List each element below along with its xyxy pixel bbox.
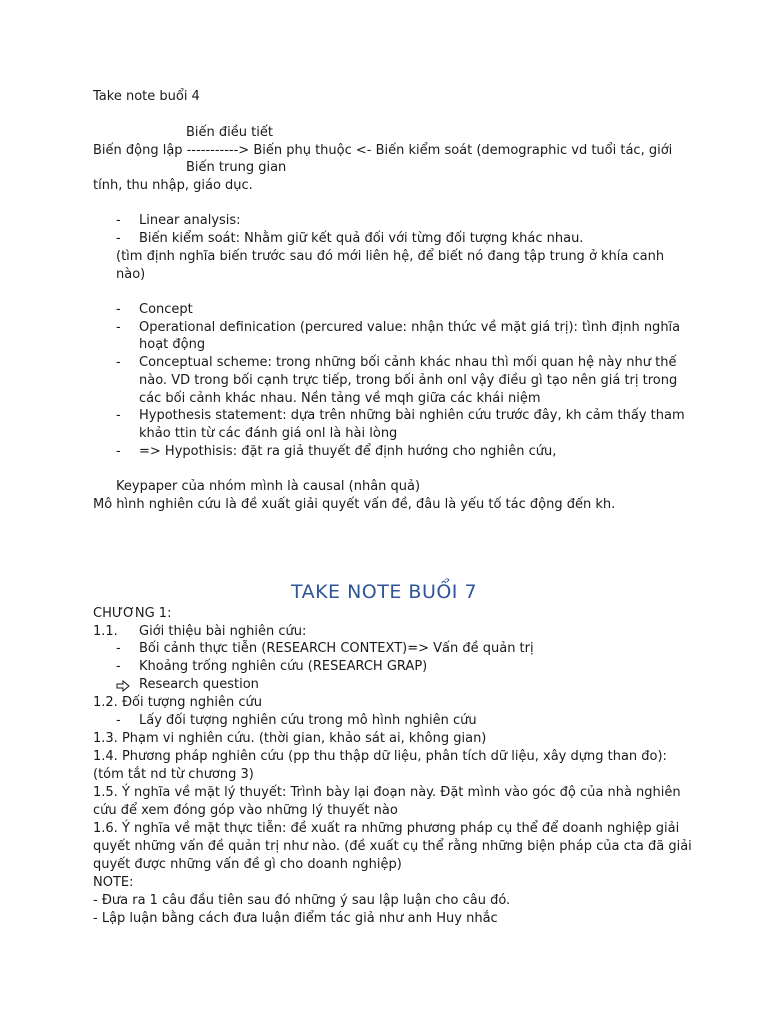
note-item: - Đưa ra 1 câu đầu tiên sau đó những ý sau lập luận cho câu đó.	[93, 893, 511, 908]
bullet-dash: -	[116, 444, 121, 459]
list-item: Linear analysis:	[139, 213, 241, 228]
list-item-cont: khảo ttin từ các đánh giá onl là hài lòng	[139, 426, 398, 441]
item-1-4: 1.4. Phương pháp nghiên cứu (pp thu thập dữ liệu, phân tích dữ liệu, xây dựng than đo):	[93, 749, 667, 764]
keypaper-line: Keypaper của nhóm mình là causal (nhân quả)	[116, 479, 421, 494]
arrow-right-icon	[116, 680, 130, 692]
bullet-dash: -	[116, 355, 121, 370]
item-1-3: 1.3. Phạm vi nghiên cứu. (thời gian, khảo sát ai, không gian)	[93, 731, 487, 746]
bullet-dash: -	[116, 641, 121, 656]
title-buoi-7: TAKE NOTE BUỔI 7	[290, 581, 478, 603]
item-1-6-cont: quyết những vấn đề quản trị như nào. (đề xuất cụ thể rằng những biện pháp của cta đã giải	[93, 839, 692, 854]
item-1-5-cont: cứu để xem đóng góp vào những lý thuyết nào	[93, 803, 398, 818]
item-1-6-cont: quyết được những vấn đề gì cho doanh nghiệp)	[93, 857, 402, 872]
list-item: => Hypothisis: đặt ra giả thuyết để định hướng cho nghiên cứu,	[139, 444, 557, 459]
list-item: Concept	[139, 302, 193, 317]
bullet-dash: -	[116, 320, 121, 335]
bullet-dash: -	[116, 713, 121, 728]
item-1-6: 1.6. Ý nghĩa về mặt thực tiễn: đề xuất ra những phương pháp cụ thể để doanh nghiệp giải	[93, 821, 680, 836]
item-1-5: 1.5. Ý nghĩa về mặt lý thuyết: Trình bày lại đoạn này. Đặt mình vào góc độ của nhà nghiên	[93, 785, 681, 800]
list-item-cont: các bối cảnh khác nhau. Nền tảng về mqh giữa các khái niệm	[139, 391, 541, 406]
list-item-cont: nào. VD trong bối cạnh trực tiếp, trong bối ảnh onl vậy điều gì tạo nên giá trị trong	[139, 373, 678, 388]
model-line: Mô hình nghiên cứu là đề xuất giải quyết vấn đề, đâu là yếu tố tác động đến kh.	[93, 497, 616, 512]
var-continuation: tính, thu nhập, giáo dục.	[93, 178, 253, 193]
paragraph-line: nào)	[116, 267, 146, 282]
var-diagram-line: Biến động lập -----------> Biến phụ thuộc <- Biến kiểm soát (demographic vd tuổi tác, giới	[93, 143, 673, 158]
list-item: Bối cảnh thực tiễn (RESEARCH CONTEXT)=> Vấn đề quản trị	[139, 641, 534, 656]
bullet-dash: -	[116, 302, 121, 317]
list-item: Khoảng trống nghiên cứu (RESEARCH GRAP)	[139, 659, 428, 674]
var-moderator: Biến điều tiết	[186, 125, 273, 140]
item-number: 1.1.	[93, 624, 118, 639]
bullet-dash: -	[116, 231, 121, 246]
note-item: - Lập luận bằng cách đưa luận điểm tác giả như anh Huy nhắc	[93, 911, 498, 926]
list-item: Lấy đối tượng nghiên cứu trong mô hình nghiên cứu	[139, 713, 477, 728]
chapter-label: CHƯƠNG 1:	[93, 606, 172, 621]
list-item: Operational definication (percured value: nhận thức về mặt giá trị): tình định nghĩa	[139, 320, 681, 335]
item-1-2: 1.2. Đối tượng nghiên cứu	[93, 695, 262, 710]
bullet-dash: -	[116, 659, 121, 674]
var-mediator: Biến trung gian	[186, 160, 287, 175]
item-1-4-cont: (tóm tắt nd từ chương 3)	[93, 767, 254, 782]
list-item: Conceptual scheme: trong những bối cảnh khác nhau thì mối quan hệ này như thế	[139, 355, 677, 370]
bullet-dash: -	[116, 408, 121, 423]
heading-buoi-4: Take note buổi 4	[93, 89, 200, 104]
paragraph-line: (tìm định nghĩa biến trước sau đó mới liên hệ, để biết nó đang tập trung ở khía canh	[116, 249, 665, 264]
list-item: Biến kiểm soát: Nhằm giữ kết quả đối với từng đối tượng khác nhau.	[139, 231, 584, 246]
list-item: Hypothesis statement: dựa trên những bài nghiên cứu trước đây, kh cảm thấy tham	[139, 408, 685, 423]
list-item-cont: hoạt động	[139, 337, 206, 352]
bullet-dash: -	[116, 213, 121, 228]
item-1-1: Giới thiệu bài nghiên cứu:	[139, 624, 307, 639]
note-label: NOTE:	[93, 875, 134, 890]
research-question: Research question	[139, 677, 259, 692]
